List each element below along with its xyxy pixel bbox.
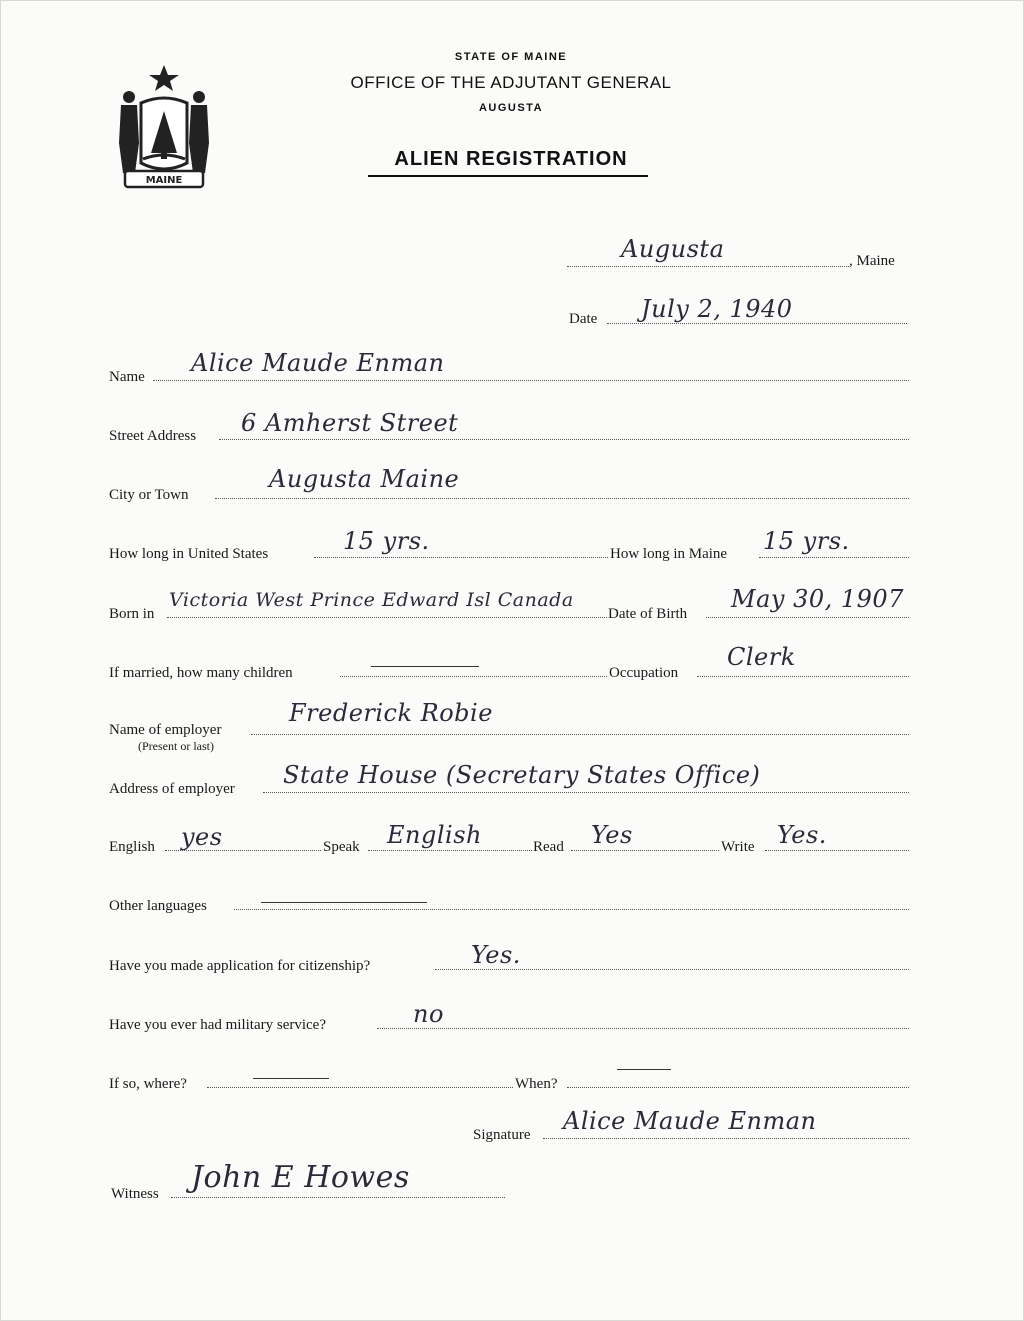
witness-line [171, 1197, 505, 1198]
header-office: OFFICE OF THE ADJUTANT GENERAL [350, 73, 672, 92]
employer-address-line [263, 792, 909, 793]
occupation-value: Clerk [727, 643, 796, 671]
name-value: Alice Maude Enman [191, 349, 445, 377]
city-label: City or Town [109, 487, 189, 503]
date-of-birth-value: May 30, 1907 [731, 585, 904, 613]
signature-line [543, 1138, 909, 1139]
other-languages-blank-dash [261, 902, 427, 903]
maine-seal-icon [111, 63, 217, 189]
street-value: 6 Amherst Street [241, 409, 459, 437]
write-value: Yes. [777, 821, 827, 849]
name-label: Name [109, 369, 145, 385]
employer-name-value: Frederick Robie [289, 699, 493, 727]
city-value: Augusta Maine [269, 465, 460, 493]
other-languages-label: Other languages [109, 898, 207, 914]
form-title: ALIEN REGISTRATION [394, 148, 628, 170]
read-label: Read [533, 839, 564, 855]
when-label: When? [515, 1076, 558, 1092]
street-line [219, 439, 909, 440]
other-languages-line [234, 909, 909, 910]
date-of-birth-line [706, 617, 909, 618]
citizenship-label: Have you made application for citizenship? [109, 958, 371, 974]
header-state: STATE OF MAINE [454, 51, 568, 63]
military-label: Have you ever had military service? [109, 1017, 326, 1033]
city-line [215, 498, 909, 499]
read-value: Yes [591, 821, 633, 849]
signature-label: Signature [473, 1127, 531, 1143]
read-line [571, 850, 719, 851]
occupation-line [697, 676, 909, 677]
born-in-line [167, 617, 607, 618]
citizenship-value: Yes. [471, 941, 521, 969]
military-line [377, 1028, 909, 1029]
born-in-label: Born in [109, 606, 155, 622]
employer-name-line [251, 734, 909, 735]
when-blank-dash [617, 1069, 671, 1070]
citizenship-line [435, 969, 909, 970]
title-underline [368, 175, 648, 177]
occupation-label: Occupation [609, 665, 679, 681]
english-label: English [109, 839, 155, 855]
date-label: Date [569, 311, 598, 327]
signature-value: Alice Maude Enman [563, 1107, 817, 1135]
where-blank-dash [253, 1078, 329, 1079]
where-label: If so, where? [109, 1076, 187, 1092]
married-line [340, 676, 607, 677]
how-long-maine-label: How long in Maine [610, 546, 728, 562]
how-long-maine-line [759, 557, 909, 558]
date-value: July 2, 1940 [641, 295, 793, 323]
employer-address-value: State House (Secretary States Office) [283, 761, 761, 789]
header-city: AUGUSTA [478, 102, 544, 114]
place-value: Augusta [621, 235, 725, 263]
place-line [567, 266, 849, 267]
maine-label: , Maine [849, 253, 895, 269]
speak-line [368, 850, 532, 851]
seal-lettering: MAINE [145, 175, 183, 186]
employer-name-sublabel: (Present or last) [138, 739, 214, 753]
married-blank-dash [371, 666, 479, 667]
how-long-us-value: 15 yrs. [343, 527, 430, 555]
speak-value: English [387, 821, 482, 849]
born-in-value: Victoria West Prince Edward Isl Canada [169, 589, 574, 611]
how-long-us-label: How long in United States [109, 546, 269, 562]
name-line [153, 380, 909, 381]
write-label: Write [721, 839, 755, 855]
date-line [607, 323, 907, 324]
employer-address-label: Address of employer [109, 781, 235, 797]
married-label: If married, how many children [109, 665, 293, 681]
how-long-us-line [314, 557, 608, 558]
speak-label: Speak [323, 839, 360, 855]
when-line [567, 1087, 909, 1088]
employer-name-label: Name of employer [109, 722, 222, 738]
date-of-birth-label: Date of Birth [608, 606, 688, 622]
write-line [765, 850, 909, 851]
where-line [207, 1087, 513, 1088]
how-long-maine-value: 15 yrs. [763, 527, 850, 555]
witness-value: John E Howes [191, 1160, 410, 1195]
street-label: Street Address [109, 428, 197, 444]
military-value: no [413, 1000, 444, 1028]
english-value: yes [181, 823, 223, 851]
witness-label: Witness [111, 1186, 159, 1202]
